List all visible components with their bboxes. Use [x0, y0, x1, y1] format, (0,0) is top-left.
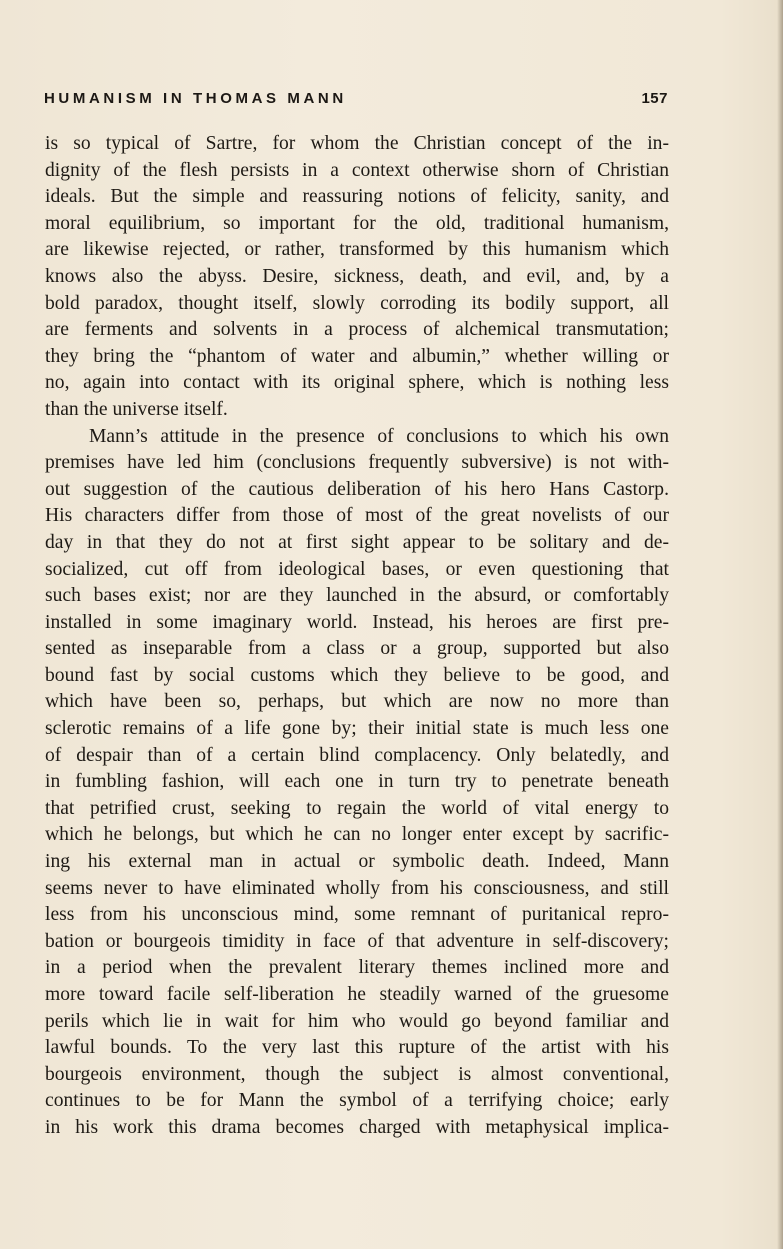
text-line: ideals. But the simple and reassuring notions of felicity, sanity, and [45, 186, 669, 208]
text-line: bation or bourgeois timidity in face of that adventure in self-discovery; [45, 930, 669, 952]
text-line: premises have led him (conclusions frequently subversive) is not with- [45, 452, 669, 474]
text-line: His characters differ from those of most of the great novelists of our [45, 505, 669, 527]
text-line: is so typical of Sartre, for whom the Christian concept of the in- [45, 133, 669, 154]
page-edge-shadow [777, 0, 783, 1249]
text-line: ing his external man in actual or symbolic death. Indeed, Mann [45, 851, 669, 873]
text-line: less from his unconscious mind, some remnant of puritanical repro- [45, 904, 669, 926]
text-line: no, again into contact with its original sphere, which is nothing less [45, 372, 669, 394]
body-text [45, 131, 669, 1142]
text-line: that petrified crust, seeking to regain the world of vital energy to [45, 797, 669, 819]
text-line: sclerotic remains of a life gone by; their initial state is much less one [45, 718, 669, 740]
text-line: perils which lie in wait for him who would go beyond familiar and [45, 1010, 669, 1032]
text-line: seems never to have eliminated wholly from his consciousness, and still [45, 877, 669, 899]
text-line: Mann’s attitude in the presence of conclusions to which his own [89, 425, 669, 447]
text-line: more toward facile self-liberation he steadily warned of the gruesome [45, 984, 669, 1005]
text-line: than the universe itself. [45, 398, 228, 420]
text-line: of despair than of a certain blind complacency. Only belatedly, and [45, 744, 669, 766]
text-line: bold paradox, thought itself, slowly corroding its bodily support, all [45, 292, 669, 314]
text-line: which have been so, perhaps, but which are now no more than [45, 691, 669, 713]
text-line: day in that they do not at first sight appear to be solitary and de- [45, 531, 669, 553]
text-line: bourgeois environment, though the subject is almost conventional, [45, 1063, 669, 1085]
text-line: they bring the “phantom of water and albumin,” whether willing or [45, 345, 669, 367]
text-line: continues to be for Mann the symbol of a terrifying choice; early [45, 1090, 669, 1112]
text-line: dignity of the flesh persists in a context otherwise shorn of Christian [45, 159, 669, 181]
text-line: moral equilibrium, so important for the old, traditional humanism, [45, 212, 669, 234]
text-line: installed in some imaginary world. Instead, his heroes are first pre- [45, 611, 669, 633]
text-line: sented as inseparable from a class or a group, supported but also [45, 638, 669, 660]
running-head [44, 90, 668, 112]
text-line: lawful bounds. To the very last this rupture of the artist with his [45, 1037, 669, 1059]
text-line: are likewise rejected, or rather, transformed by this humanism which [45, 239, 669, 261]
text-line: knows also the abyss. Desire, sickness, death, and evil, and, by a [45, 265, 669, 287]
text-line: are ferments and solvents in a process of alchemical transmutation; [45, 319, 669, 341]
text-line: in a period when the prevalent literary themes inclined more and [45, 957, 669, 979]
text-line: such bases exist; nor are they launched in the absurd, or comfortably [45, 585, 669, 607]
paragraph [45, 131, 669, 424]
text-line: socialized, cut off from ideological bases, or even questioning that [45, 558, 669, 580]
text-line: which he belongs, but which he can no longer enter except by sacrific- [45, 824, 669, 846]
text-line: in his work this drama becomes charged with metaphysical implica- [45, 1116, 669, 1138]
text-line: out suggestion of the cautious deliberation of his hero Hans Castorp. [45, 478, 669, 500]
running-title: HUMANISM IN THOMAS MANN [44, 90, 347, 107]
text-line: in fumbling fashion, will each one in turn try to penetrate beneath [45, 771, 669, 793]
paragraph [45, 424, 669, 1142]
page-number: 157 [641, 90, 668, 107]
text-line: bound fast by social customs which they believe to be good, and [45, 664, 669, 686]
